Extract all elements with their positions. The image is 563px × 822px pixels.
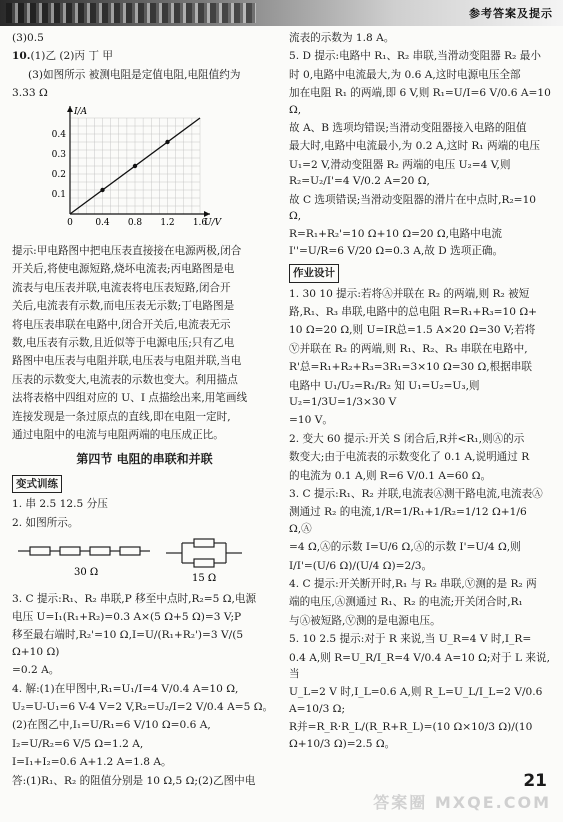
x-tick-label: 0.4 [95, 217, 110, 228]
hint-line: 将电压表串联在电路中,闭合开关后,电流表无示 [12, 318, 231, 331]
y-tick-label: 0.4 [51, 129, 66, 140]
series-resistor-label: 30 Ω [74, 567, 99, 579]
parallel-resistor-label: 15 Ω [192, 573, 217, 584]
right-column [289, 30, 551, 754]
hint-line: 流表与电压表并联,电流表将电压表短路,闭合开 [12, 281, 231, 294]
answer-line: 路,R₁、R₃ 串联,电路中的总电阻 R=R₁+R₃=10 Ω+ [289, 305, 538, 318]
answer-line: R并=R_R·R_L/(R_R+R_L)=(10 Ω×10/3 Ω)/(10 Ω+10/3 Ω)=2.5 Ω。 [289, 721, 533, 750]
hint-line: 通过电阻中的电流与电阻两端的电压成正比。 [12, 429, 224, 442]
iu-line-chart [40, 106, 230, 236]
answer-line: Ⓥ并联在 R₂ 的两端,则 R₁、R₂、R₃ 串联在电路中, [289, 342, 528, 355]
data-point [100, 187, 104, 191]
answer-line: 3. C 提示:R₁、R₂ 串联,P 移至中点时,R₂=5 Ω,电源 [12, 592, 257, 605]
answer-line: 答:(1)R₁、R₂ 的阻值分别是 10 Ω,5 Ω;(2)乙图中电 [12, 774, 256, 787]
data-point [133, 163, 137, 167]
answer-line: 1. 30 10 提示:若将Ⓐ并联在 R₂ 的两端,则 R₂ 被短 [289, 287, 530, 300]
answer-line: U₂=U-U₁=6 V-4 V=2 V,R₂=U₂/I=2 V/0.4 A=5 Ω。 [12, 701, 274, 714]
hint-line: 关后,电流表有示数,而电压表无示数;丁电路图是 [12, 300, 235, 313]
section-title: 第四节 电阻的串联和并联 [76, 451, 213, 466]
answer-block [289, 286, 551, 429]
answer-line: U₁=2 V,滑动变阻器 R₂ 两端的电压 U₂=4 V,则 R₂=U₂/I'=4 V/0.2 A=20 Ω, [289, 158, 511, 188]
answer-block [289, 431, 551, 484]
answer-line: 5. D 提示:电路中 R₁、R₂ 串联,当滑动变阻器 R₂ 最小 [289, 50, 541, 63]
resistor-diagram [16, 537, 266, 583]
x-tick-label: 0 [67, 217, 73, 228]
hint-line: 路图中电压表与电阻并联,电压表与电阻并联,当电 [12, 355, 242, 368]
answer-line: (3)0.5 [12, 32, 44, 44]
hint-line: 连接发现是一条过原点的直线,即在电阻一定时, [12, 410, 231, 423]
answer-line: =0.2 A。 [12, 664, 60, 677]
header-title: 参考答案及提示 [469, 7, 553, 20]
answer-block [289, 486, 551, 574]
x-axis-label: U/V [204, 217, 222, 228]
page-number: 21 [523, 770, 547, 791]
boxed-heading: 变式训练 [12, 475, 62, 493]
hint-line: 压表的示数变大,电流表的示数也变大。利用描点 [12, 373, 238, 386]
answer-line: 3. C 提示:R₁、R₂ 并联,电流表Ⓐ测干路电流,电流表Ⓐ [289, 488, 543, 501]
answer-line: 测通过 R₂ 的电流,1/R=1/R₁+1/R₂=1/12 Ω+1/6 Ω,Ⓐ [289, 506, 527, 535]
answer-line: 4. 解:(1)在甲图中,R₁=U₁/I=4 V/0.4 A=10 Ω, [12, 682, 239, 695]
answer-line: R=R₁+R₂'=10 Ω+10 Ω=20 Ω,电路中电流 I''=U/R=6 V/20 Ω=0.3 A,故 D 选项正确。 [289, 228, 504, 257]
answer-line: 2. 变大 60 提示:开关 S 闭合后,R并<R₁,则Ⓐ的示 [289, 432, 525, 445]
answer-block [12, 681, 277, 789]
answer-block [289, 576, 551, 629]
page-header-banner [0, 0, 563, 26]
hint-line: 法将表格中四组对应的 U、I 点描绘出来,用笔画线 [12, 392, 248, 405]
answer-line: 故 C 选项错误;当滑动变阻器的滑片在中点时,R₂=10 Ω, [289, 193, 537, 223]
answer-line: (2)在图乙中,I₁=U/R₁=6 V/10 Ω=0.6 A, [12, 719, 211, 732]
boxed-heading: 作业设计 [289, 264, 339, 282]
answer-line: 0.4 A,则 R=U_R/I_R=4 V/0.4 A=10 Ω;对于 L 来说,当 [289, 651, 550, 681]
answer-block [289, 48, 551, 259]
answer-line: U_L=2 V 时,I_L=0.6 A,则 R_L=U_L/I_L=2 V/0.6 A=10/3 Ω; [289, 686, 543, 715]
hint-line: 开关后,将使电源短路,烧坏电流表;丙电路图是电 [12, 263, 235, 276]
answer-line: 与Ⓐ被短路,Ⓥ测的是电源电压。 [289, 614, 441, 627]
x-tick-label: 1.6 [192, 217, 208, 228]
answer-line: 的电流为 0.1 A,则 R=6 V/0.1 A=60 Ω。 [289, 469, 492, 482]
hint-block [12, 243, 277, 443]
answer-line: 最大时,电路中电流最小,为 0.2 A,这时 R₁ 两端的电压 [289, 140, 540, 153]
answer-line: =10 V。 [289, 414, 333, 427]
answer-block [12, 591, 277, 679]
answer-line: I=I₁+I₂=0.6 A+1.2 A=1.8 A。 [12, 756, 172, 769]
answer-line: 时 0,电路中电流最大,为 0.6 A,这时电源电压全部 [289, 68, 521, 81]
answer-line: 数变大;由于电流表的示数变化了 0.1 A,说明通过 R [289, 451, 530, 464]
answer-block [289, 631, 551, 752]
answer-line: I₂=U/R₂=6 V/5 Ω=1.2 A, [12, 737, 144, 750]
answer-line: 10 Ω=20 Ω,则 U=IR总=1.5 A×20 Ω=30 V;若将 [289, 324, 536, 337]
answer-line: 4. C 提示:开关断开时,R₁ 与 R₂ 串联,Ⓥ测的是 R₂ 两 [289, 578, 537, 591]
data-point [165, 139, 169, 143]
answer-line: 移至最右端时,R₂'=10 Ω,I=U/(R₁+R₂')=3 V/(5 Ω+10 Ω) [12, 629, 244, 658]
y-axis-label: I/A [74, 106, 88, 117]
header-decoration [6, 3, 256, 23]
hint-line: 数,电压表有示数,且近似等于电源电压;只有乙电 [12, 337, 235, 350]
answer-line: I/I'=(U/6 Ω)/(U/4 Ω)=2/3。 [289, 559, 433, 572]
answer-line: 3.33 Ω [12, 87, 48, 100]
answer-line: 5. 10 2.5 提示:对于 R 来说,当 U_R=4 V 时,I_R= [289, 633, 532, 646]
hint-line: 提示:甲电路图中把电压表直接接在电源两极,闭合 [12, 245, 242, 258]
answer-line: 1. 串 2.5 12.5 分压 [12, 498, 108, 511]
watermark: 答案圈 MXQE.COM [373, 793, 551, 813]
y-tick-label: 0.3 [51, 149, 66, 160]
x-axis-arrow [204, 211, 210, 217]
y-tick-label: 0.2 [51, 169, 66, 180]
answer-line: (3)如图所示 被测电阻是定值电阻,电阻值约为 [28, 68, 241, 81]
answer-line: 电路中 U₁/U₂=R₁/R₂ 知 U₁=U₂=U₃,则 U₂=1/3U=1/3×30 V [289, 379, 480, 408]
y-tick-label: 0.1 [51, 189, 66, 200]
x-tick-label: 1.2 [160, 217, 175, 228]
answer-line: R'总=R₁+R₂+R₃=3R₁=3×10 Ω=30 Ω,根据串联 [289, 361, 532, 374]
left-column [12, 30, 277, 791]
answer-line: =4 Ω,Ⓐ的示数 I=U/6 Ω,Ⓐ的示数 I'=U/4 Ω,则 [289, 541, 521, 554]
answer-line: 端的电压,Ⓐ测通过 R₁、R₂ 的电流;开关闭合时,R₁ [289, 596, 523, 609]
answer-line: 电压 U=I₁(R₁+R₂)=0.3 A×(5 Ω+5 Ω)=3 V;P [12, 610, 242, 623]
answer-line: 2. 如图所示。 [12, 516, 79, 529]
answer-line: 10.(1)乙 (2)丙 丁 甲 [12, 50, 113, 63]
y-axis-arrow [67, 106, 73, 112]
x-tick-label: 0.8 [127, 217, 143, 228]
answer-line: 流表的示数为 1.8 A。 [289, 32, 395, 44]
answer-line: 故 A、B 选项均错误;当滑动变阻器接入电路的阻值 [289, 122, 527, 135]
answer-line: 加在电阻 R₁ 的两端,即 6 V,则 R₁=U/I=6 V/0.6 A=10 Ω, [289, 87, 551, 116]
